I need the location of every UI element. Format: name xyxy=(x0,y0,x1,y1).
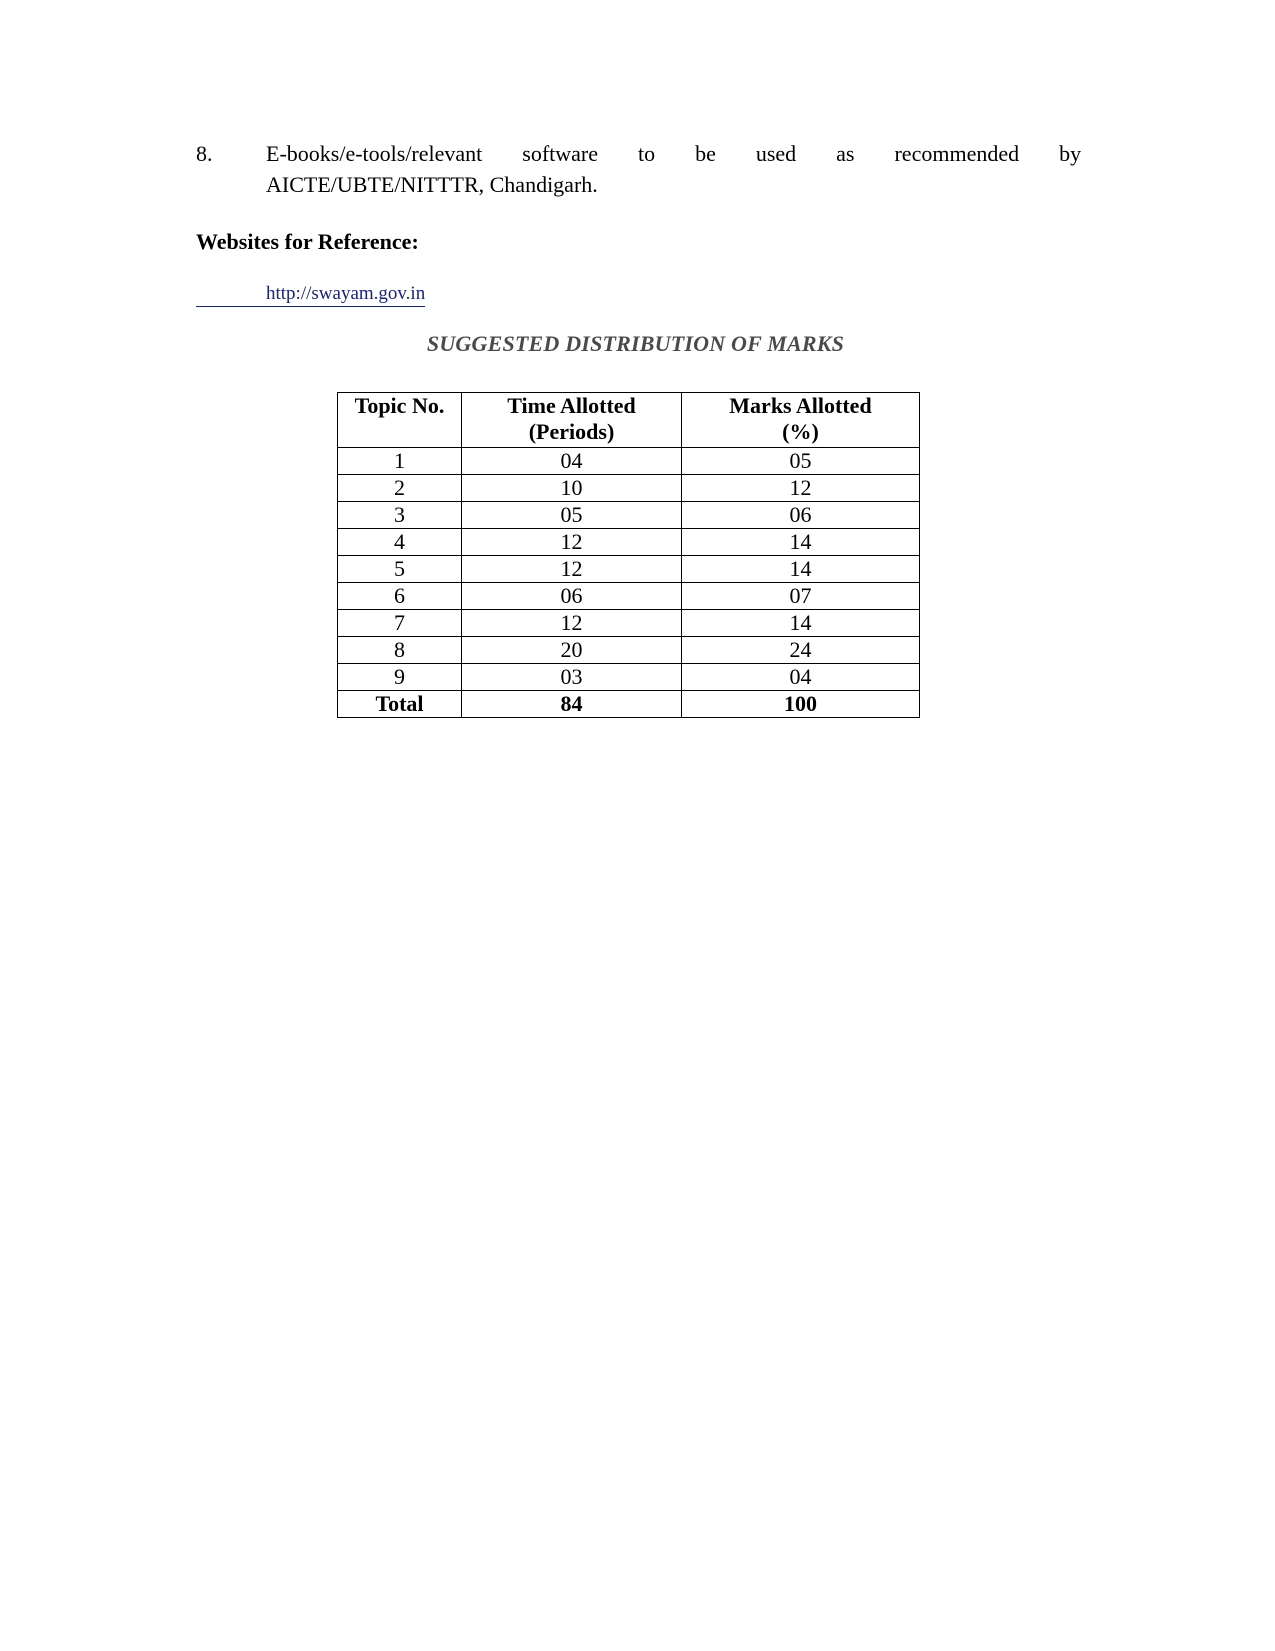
cell-topic: 1 xyxy=(338,448,462,475)
cell-topic: 7 xyxy=(338,610,462,637)
header-topic-label: Topic No. xyxy=(354,393,445,418)
reference-word: used xyxy=(755,141,797,166)
cell-marks: 24 xyxy=(682,637,920,664)
cell-time: 04 xyxy=(462,448,682,475)
reference-item-8 xyxy=(196,138,1081,200)
cell-total-time: 84 xyxy=(462,691,682,718)
cell-marks: 12 xyxy=(682,475,920,502)
cell-topic: 9 xyxy=(338,664,462,691)
cell-topic: 5 xyxy=(338,556,462,583)
cell-topic: 3 xyxy=(338,502,462,529)
cell-topic: 4 xyxy=(338,529,462,556)
table-row xyxy=(338,448,920,475)
table-row xyxy=(338,475,920,502)
marks-distribution-table xyxy=(337,392,920,718)
cell-time: 10 xyxy=(462,475,682,502)
cell-marks: 05 xyxy=(682,448,920,475)
table-row xyxy=(338,583,920,610)
reference-text-line-1 xyxy=(266,138,1081,169)
cell-topic: 2 xyxy=(338,475,462,502)
table-header-row xyxy=(338,393,920,448)
cell-marks: 14 xyxy=(682,556,920,583)
cell-topic: 6 xyxy=(338,583,462,610)
header-marks-line-1: Marks Allotted xyxy=(729,393,872,418)
table-row xyxy=(338,664,920,691)
cell-total-label: Total xyxy=(338,691,462,718)
cell-marks: 04 xyxy=(682,664,920,691)
table-total-row xyxy=(338,691,920,718)
section-title xyxy=(0,331,1275,357)
websites-heading: Websites for Reference: xyxy=(196,229,419,254)
section-title-text: SUGGESTED DISTRIBUTION OF MARKS xyxy=(426,331,845,356)
cell-marks: 14 xyxy=(682,529,920,556)
reference-word: be xyxy=(695,141,716,166)
reference-text-line-2: AICTE/UBTE/NITTTR, Chandigarh. xyxy=(266,172,598,197)
cell-time: 06 xyxy=(462,583,682,610)
header-time-line-1: Time Allotted xyxy=(507,393,636,418)
reference-word: by xyxy=(1059,141,1082,166)
table-row xyxy=(338,610,920,637)
cell-time: 12 xyxy=(462,556,682,583)
reference-word: recommended xyxy=(894,141,1020,166)
cell-marks: 06 xyxy=(682,502,920,529)
cell-marks: 14 xyxy=(682,610,920,637)
website-link[interactable]: http://swayam.gov.in xyxy=(196,282,425,307)
header-topic-no xyxy=(338,393,462,448)
table-row xyxy=(338,637,920,664)
reference-number: 8. xyxy=(196,141,213,166)
header-time-allotted xyxy=(462,393,682,448)
header-time-line-2: (Periods) xyxy=(528,419,615,444)
cell-marks: 07 xyxy=(682,583,920,610)
cell-time: 05 xyxy=(462,502,682,529)
cell-total-marks: 100 xyxy=(682,691,920,718)
cell-time: 20 xyxy=(462,637,682,664)
table-row xyxy=(338,502,920,529)
table-row xyxy=(338,529,920,556)
reference-word: software xyxy=(522,141,599,166)
cell-time: 03 xyxy=(462,664,682,691)
reference-word: as xyxy=(836,141,855,166)
header-marks-line-2: (%) xyxy=(782,419,819,444)
reference-word: to xyxy=(638,141,656,166)
cell-time: 12 xyxy=(462,529,682,556)
header-marks-allotted xyxy=(682,393,920,448)
cell-topic: 8 xyxy=(338,637,462,664)
reference-word: E-books/e-tools/relevant xyxy=(266,141,483,166)
cell-time: 12 xyxy=(462,610,682,637)
table-row xyxy=(338,556,920,583)
